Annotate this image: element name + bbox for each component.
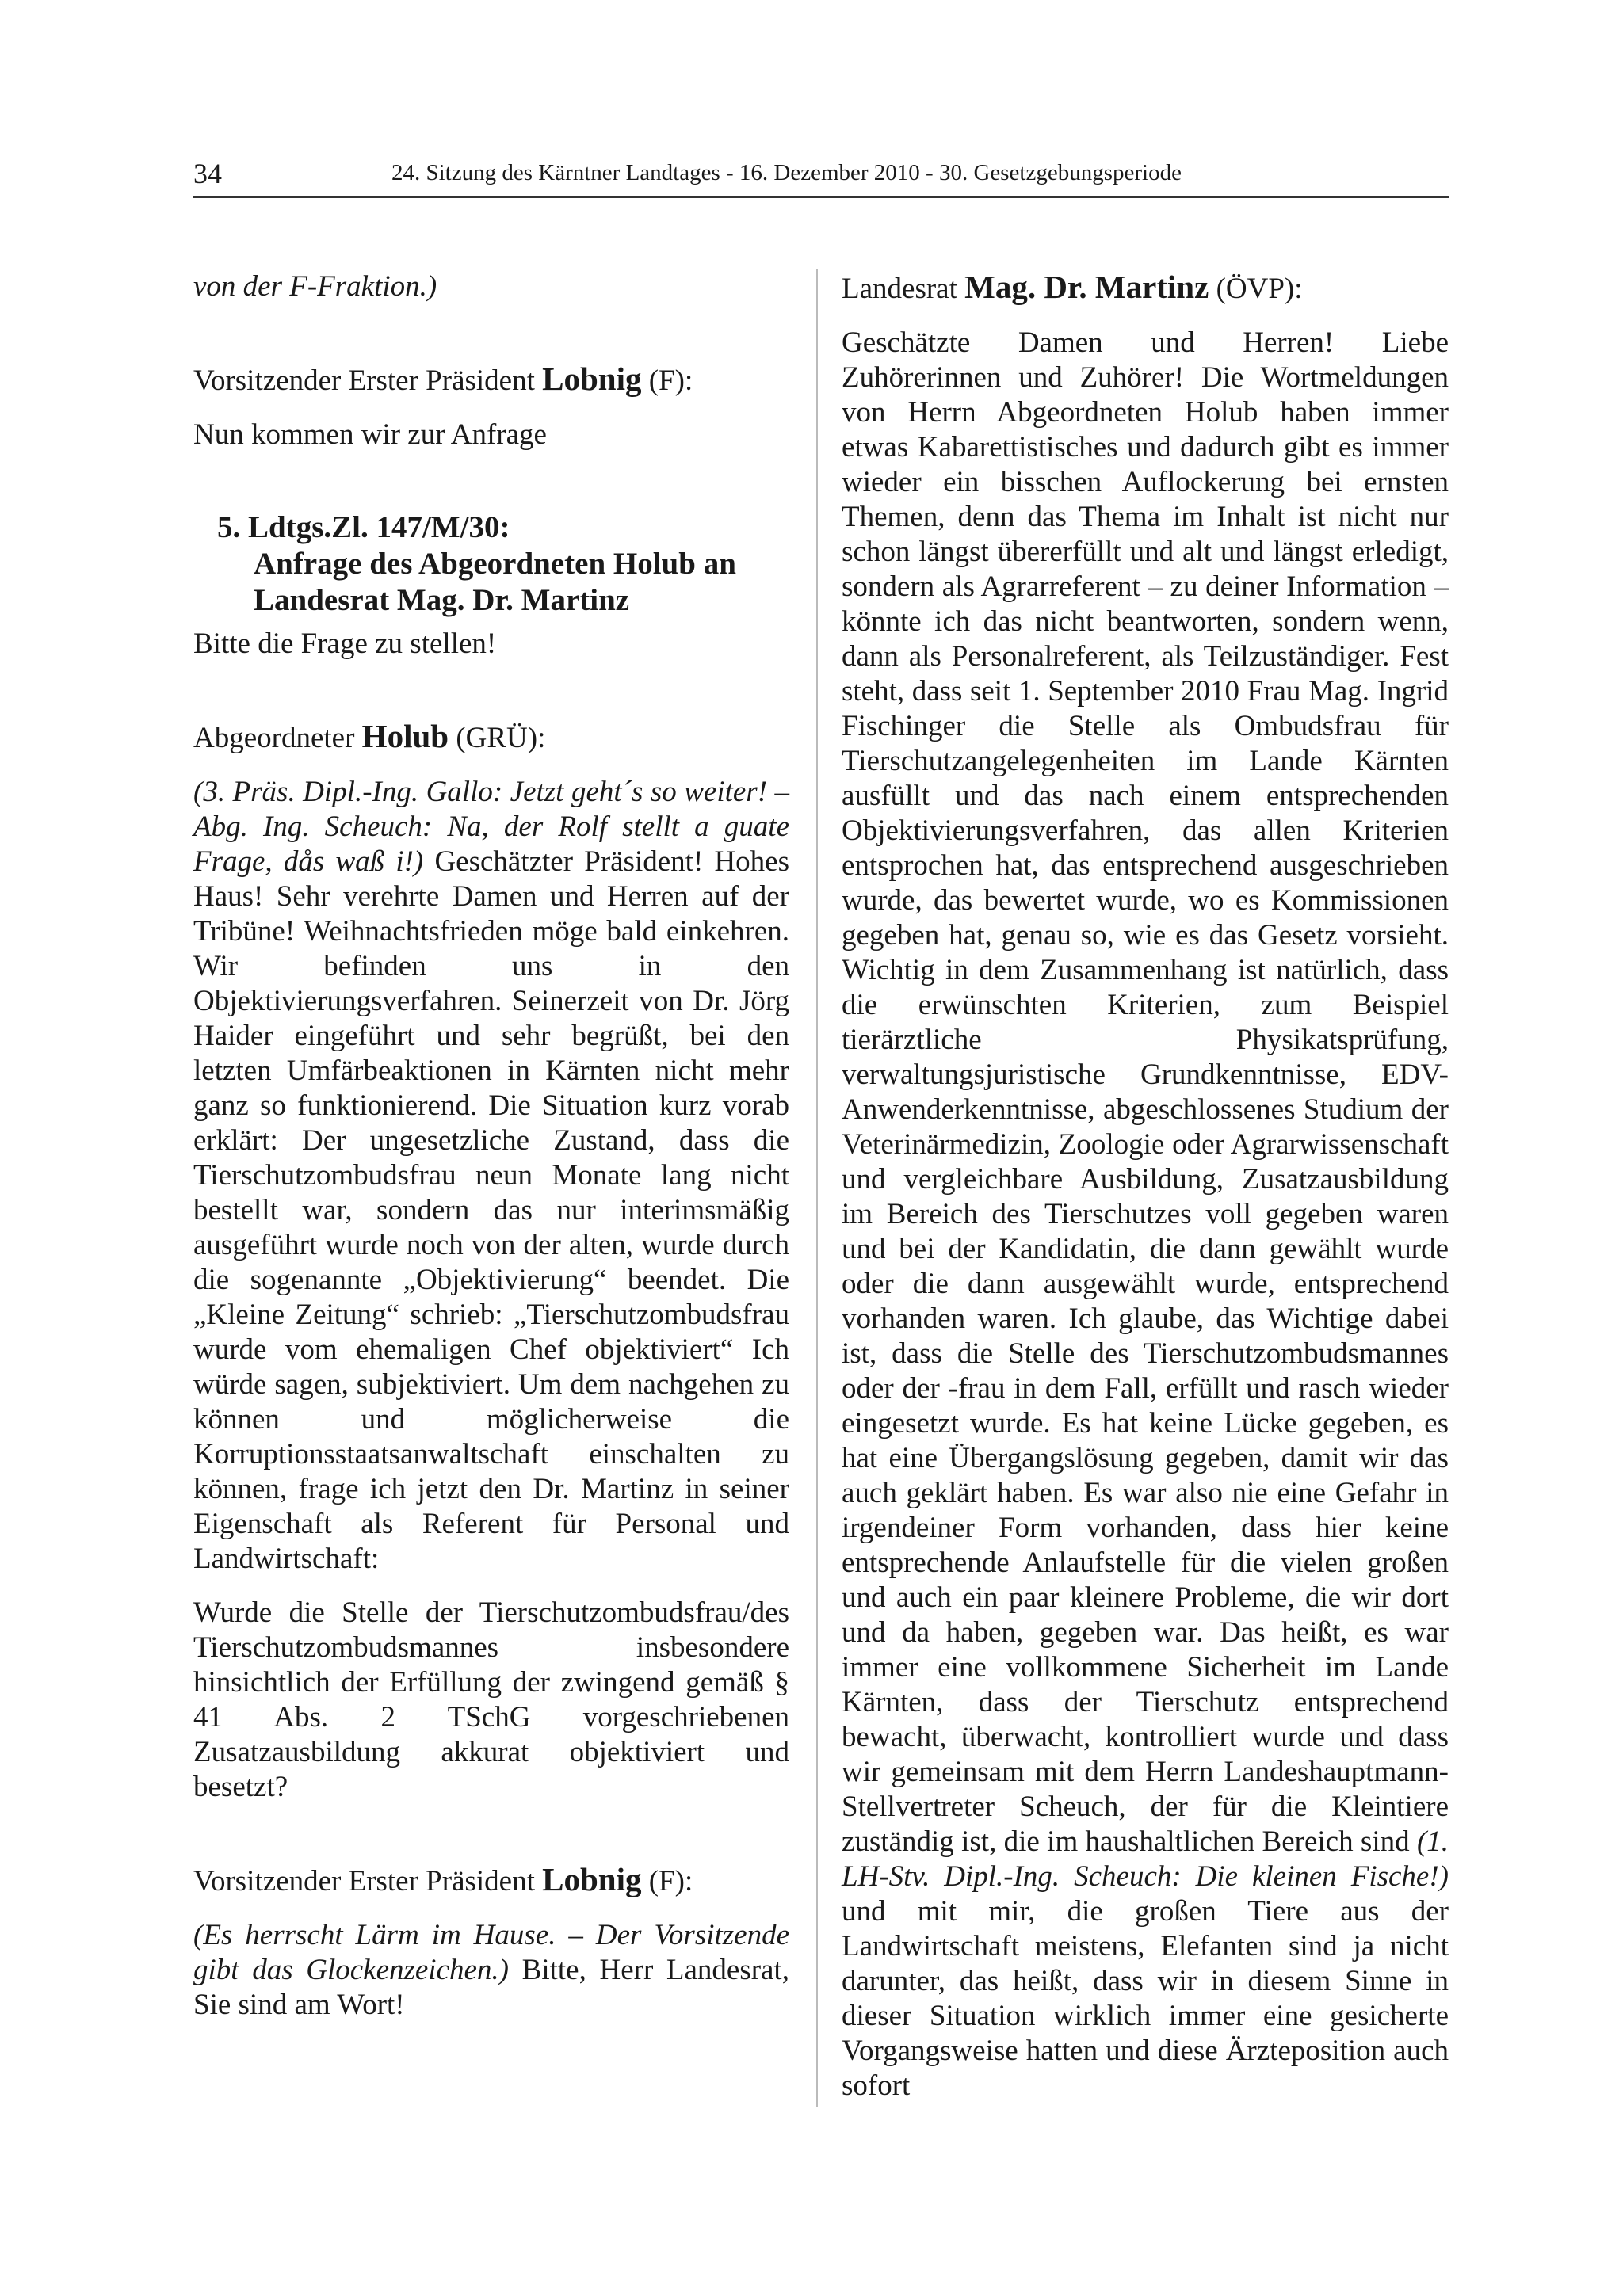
speaker-martinz: Landesrat Mag. Dr. Martinz (ÖVP): (842, 269, 1303, 305)
speaker-name: Lobnig (542, 1861, 642, 1897)
speech-paragraph: Geschätzte Damen und Herren! Liebe Zuhörerinnen und Zuhörer! Die Wortmeldungen von Herrn Abgeordneten Holub haben immer etwas Kabarettistisches und dadurch gibt es immer wieder ein bisschen Auflockerung bei ernsten Themen, denn das Thema im Inhalt ist nicht nur schon längst übererfüllt und alt und längst erledigt, sondern als Agrarreferent – zu deiner Information – könnte ich das nicht beantworten, sondern wenn, dann als Personalreferent, als Teilzuständiger. Fest steht, dass seit 1. September 2010 Frau Mag. Ingrid Fischinger die Stelle als Ombudsfrau für Tierschutzangelegenheiten im Lande Kärnten ausfüllt und das nach einem entsprechenden Objektivierungsverfahren, das allen Kriterien entsprochen hat, das entsprechend ausgeschrieben wurde, das bewertet wurde, wo es Kommissionen gegeben hat, genau so, wie es das Gesetz vorsieht. Wichtig in dem Zusammenhang ist natürlich, dass die erwünschten Kriterien, zum Beispiel tierärztliche Physikatsprüfung, verwaltungsjuristische Grundkenntnisse, EDV-Anwenderkenntnisse, abgeschlossenes Studium der Veterinärmedizin, Zoologie oder Agrarwissenschaft und vergleichbare Ausbildung, Zusatzausbildung im Bereich des Tierschutzes voll gegeben waren und bei der Kandidatin, die dann gewählt wurde oder die dann ausgewählt wurde, entsprechend vorhanden waren. Ich glaube, das Wichtige dabei ist, dass die Stelle des Tierschutzombudsmannes oder der -frau in dem Fall, erfüllt und rasch wieder eingesetzt wurde. Es hat keine Lücke gegeben, es hat eine Übergangslösung gegeben, damit wir das auch geklärt haben. Es war also nie eine Gefahr in irgendeiner Form vorhanden, dass hier keine entsprechende Anlaufstelle für die vielen großen und auch ein paar kleinere Probleme, die wir dort und da haben, gegeben war. Das heißt, es war immer eine vollkommene Sicherheit im Lande Kärnten, dass der Tierschutz entsprechend bewacht, überwacht, kontrolliert wurde und dass wir gemeinsam mit dem Herrn Landeshauptmann-Stellvertreter Scheuch, der für die Kleintiere zuständig ist, die im haushaltlichen Bereich sind (1. LH-Stv. Dipl.-Ing. Scheuch: Die kleinen Fische!) und mit mir, die großen Tiere aus der Landwirtschaft meistens, Elefanten sind ja nicht darunter, das heißt, dass wir in diesem Sinne in dieser Situation wirklich immer eine gesicherte Vorgangsweise hatten und diese Ärzteposition auch sofort (842, 326, 1449, 2102)
speaker-president-lobnig: Vorsitzender Erster Präsident Lobnig (F): (193, 1861, 693, 1897)
agenda-title-cont: Landesrat Mag. Dr. Martinz (254, 583, 630, 617)
speech-paragraph: (Es herrscht Lärm im Hause. – Der Vorsitzende gibt das Glockenzeichen.) Bitte, Herr Landesrat, Sie sind am Wort! (193, 1919, 790, 2021)
speech-paragraph: (3. Präs. Dipl.-Ing. Gallo: Jetzt geht´s so weiter! – Abg. Ing. Scheuch: Na, der Rolf stellt a guate Frage, dås waß i!) Geschätzter Präsident! Hohes Haus! Sehr verehrte Damen und Herren auf der Tribüne! Weihnachtsfrieden möge bald einkehren. Wir befinden uns in den Objektivierungsverfahren. Seinerzeit von Dr. Jörg Haider eingeführt und sehr begrüßt, bei den letzten Umfärbeaktionen in Kärnten nicht mehr ganz so funktionierend. Die Situation kurz vorab erklärt: Der ungesetzliche Zustand, dass die Tierschutzombudsfrau neun Monate lang nicht bestellt war, sondern das nur interimsmäßig ausgeführt wurde noch von der alten, wurde durch die sogenannte „Objektivierung“ beendet. Die „Kleine Zeitung“ schrieb: „Tierschutzombudsfrau wurde vom ehemaligen Chef objektiviert“ Ich würde sagen, subjektiviert. Um dem nachgehen zu können und möglicherweise die Korruptionsstaatsanwaltschaft einschalten zu können, frage ich jetzt den Dr. Martinz in seiner Eigenschaft als Referent für Personal und Landwirtschaft: (193, 776, 789, 1575)
paragraph: Bitte die Frage zu stellen! (193, 627, 497, 660)
interjection: (Es herrscht Lärm im Hause. – Der Vorsitzende gibt das Glockenzeichen.) (193, 1919, 789, 1986)
interjection-end: von der F-Fraktion.) (193, 270, 437, 303)
speaker-name: Mag. Dr. Martinz (964, 269, 1209, 305)
agenda-title: Anfrage des Abgeordneten Holub an (254, 547, 736, 581)
speaker-president-lobnig: Vorsitzender Erster Präsident Lobnig (F): (193, 360, 693, 397)
page-header (193, 154, 1449, 198)
right-column (842, 269, 1449, 2103)
interjection: (3. Präs. Dipl.-Ing. Gallo: Jetzt geht´s so weiter! – Abg. Ing. Scheuch: Na, der Rolf stellt a guate Frage, dås waß i!) (193, 776, 789, 878)
agenda-number: 5. Ldtgs.Zl. 147/M/30: (217, 510, 510, 544)
running-title: 24. Sitzung des Kärntner Landtages - 16. Dezember 2010 - 30. Gesetzgebungsperiode (391, 160, 1182, 185)
interjection: (1. LH-Stv. Dipl.-Ing. Scheuch: Die kleinen Fische!) (842, 1825, 1449, 1893)
speaker-name: Holub (361, 718, 449, 754)
left-column (193, 269, 789, 2023)
agenda-item (217, 509, 789, 619)
speaker-holub: Abgeordneter Holub (GRÜ): (193, 718, 546, 754)
paragraph: Nun kommen wir zur Anfrage (193, 418, 547, 451)
page-number: 34 (193, 158, 222, 189)
speaker-name: Lobnig (542, 360, 642, 397)
question-paragraph: Wurde die Stelle der Tierschutzombudsfrau/des Tierschutzombudsmannes insbesondere hinsichtlich der Erfüllung der zwingend gemäß § 41 Abs. 2 TSchG vorgeschriebenen Zusatzausbildung akkurat objektiviert und besetzt? (193, 1596, 789, 1803)
column-divider (816, 269, 818, 2107)
